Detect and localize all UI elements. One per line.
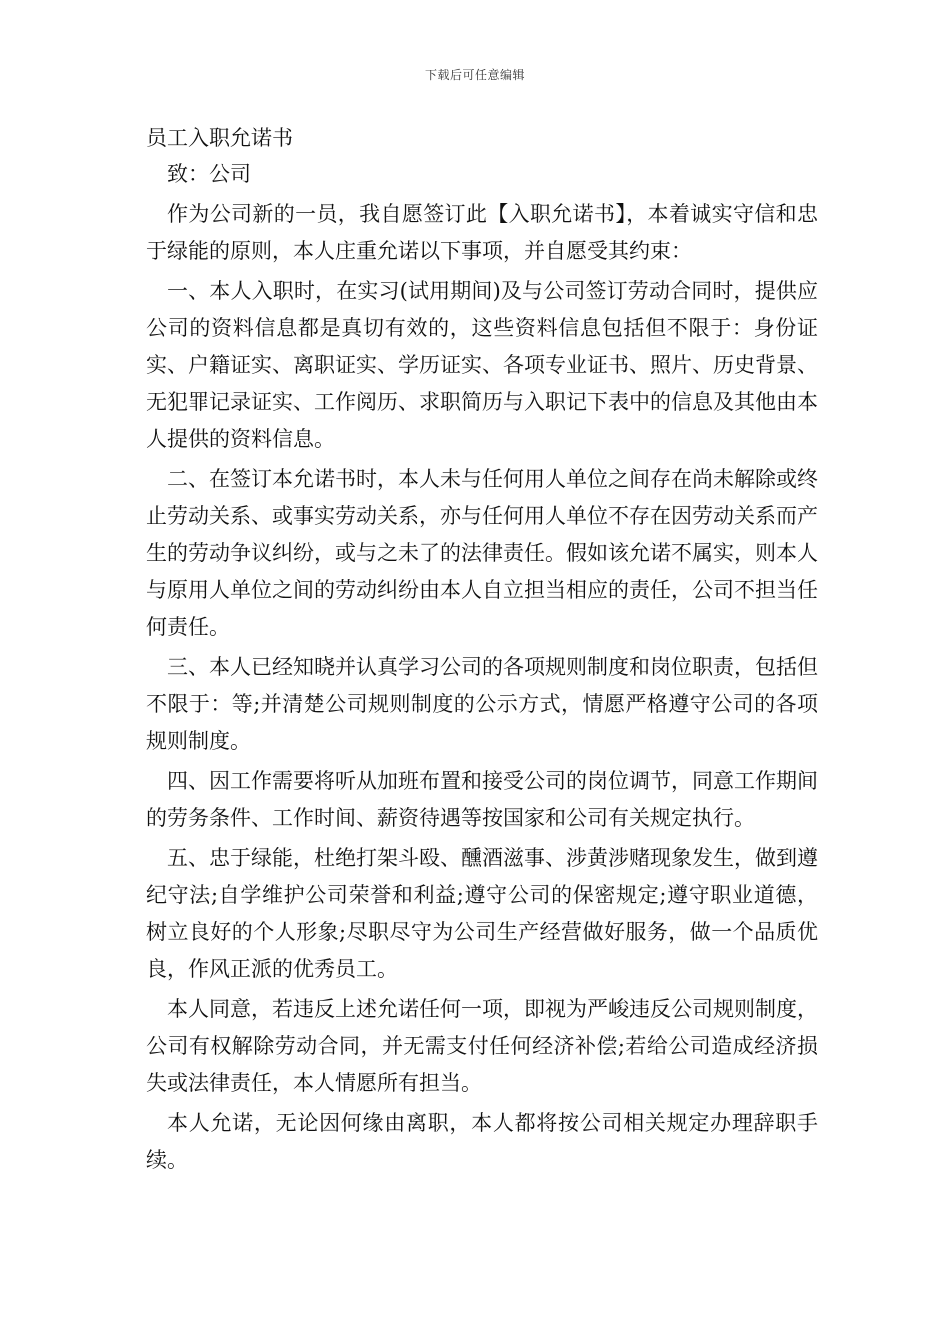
paragraph-item-1: 一、本人入职时，在实习(试用期间)及与公司签订劳动合同时，提供应公司的资料信息都是真切有效的，这些资料信息包括但不限于：身份证实、户籍证实、离职证实、学历证实、各项专业证书、照片、历史背景、无犯罪记录证实、工作阅历、求职简历与入职记下表中的信息及其他由本人提供的资料信息。 xyxy=(146,279,818,451)
addressee-line: 致：公司 xyxy=(167,162,251,186)
paragraph-item-2: 二、在签订本允诺书时，本人未与任何用人单位之间存在尚未解除或终止劳动关系、或事实劳动关系，亦与任何用人单位不存在因劳动关系而产生的劳动争议纠纷，或与之未了的法律责任。假如该允诺不属实，则本人与原用人单位之间的劳动纠纷由本人自立担当相应的责任，公司不担当任何责任。 xyxy=(146,467,818,639)
paragraph-item-5: 五、忠于绿能，杜绝打架斗殴、醺酒滋事、涉黄涉赌现象发生，做到遵纪守法;自学维护公司荣誉和利益;遵守公司的保密规定;遵守职业道德，树立良好的个人形象;尽职尽守为公司生产经营做好服务，做一个品质优良，作风正派的优秀员工。 xyxy=(146,846,818,981)
paragraph-consent: 本人同意，若违反上述允诺任何一项，即视为严峻违反公司规则制度，公司有权解除劳动合同，并无需支付任何经济补偿;若给公司造成经济损失或法律责任，本人情愿所有担当。 xyxy=(146,997,818,1095)
paragraph-item-4: 四、因工作需要将听从加班布置和接受公司的岗位调节，同意工作期间的劳务条件、工作时间、薪资待遇等按国家和公司有关规定执行。 xyxy=(146,769,818,830)
document-body xyxy=(146,120,818,1182)
document-title: 员工入职允诺书 xyxy=(146,126,293,150)
paragraph-intro: 作为公司新的一员，我自愿签订此【入职允诺书】，本着诚实守信和忠于绿能的原则，本人庄重允诺以下事项，并自愿受其约束： xyxy=(146,202,818,263)
paragraph-item-3: 三、本人已经知晓并认真学习公司的各项规则制度和岗位职责，包括但不限于：等;并清楚公司规则制度的公示方式，情愿严格遵守公司的各项规则制度。 xyxy=(146,655,818,753)
header-note: 下载后可任意编辑 xyxy=(424,68,525,82)
paragraph-resignation: 本人允诺，无论因何缘由离职，本人都将按公司相关规定办理辞职手续。 xyxy=(146,1111,818,1172)
